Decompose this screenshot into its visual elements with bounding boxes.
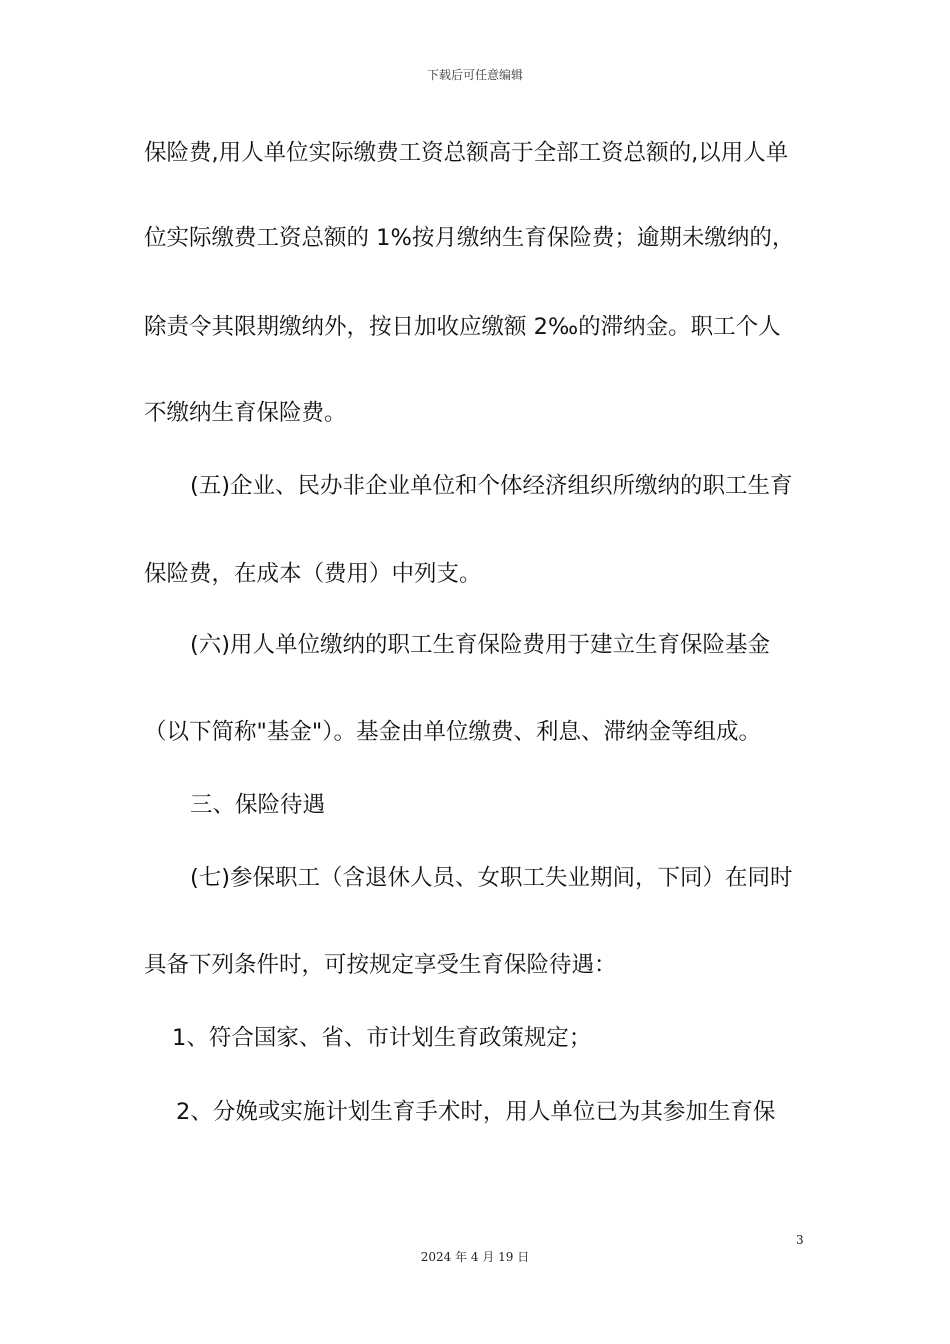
paragraph-6-line-2: （以下简称"基金"）。基金由单位缴费、利息、滞纳金等组成。: [144, 719, 761, 745]
page-number: 3: [796, 1233, 804, 1247]
paragraph-7-line-1: (七)参保职工（含退休人员、女职工失业期间，下同）在同时: [190, 865, 793, 891]
condition-2-line-1: 2、分娩或实施计划生育手术时，用人单位已为其参加生育保: [176, 1099, 776, 1125]
paragraph-7-line-2: 具备下列条件时，可按规定享受生育保险待遇：: [144, 952, 617, 978]
body-line-1: 保险费,用人单位实际缴费工资总额高于全部工资总额的,以用人单: [144, 140, 789, 166]
paragraph-6-line-1: (六)用人单位缴纳的职工生育保险费用于建立生育保险基金: [190, 632, 771, 658]
body-line-2: 位实际缴费工资总额的 1%按月缴纳生育保险费；逾期未缴纳的，: [144, 225, 795, 251]
body-line-3: 除责令其限期缴纳外，按日加收应缴额 2‰的滞纳金。职工个人: [144, 314, 781, 340]
paragraph-5-line-1: (五)企业、民办非企业单位和个体经济组织所缴纳的职工生育: [190, 473, 793, 499]
body-line-4: 不缴纳生育保险费。: [144, 400, 347, 426]
paragraph-5-line-2: 保险费，在成本（费用）中列支。: [144, 561, 482, 587]
footer-date: 2024 年 4 月 19 日: [420, 1250, 530, 1264]
page-header: 下载后可任意编辑: [426, 68, 523, 82]
section-heading-benefits: 三、保险待遇: [190, 792, 326, 818]
condition-1: 1、符合国家、省、市计划生育政策规定；: [172, 1025, 592, 1051]
